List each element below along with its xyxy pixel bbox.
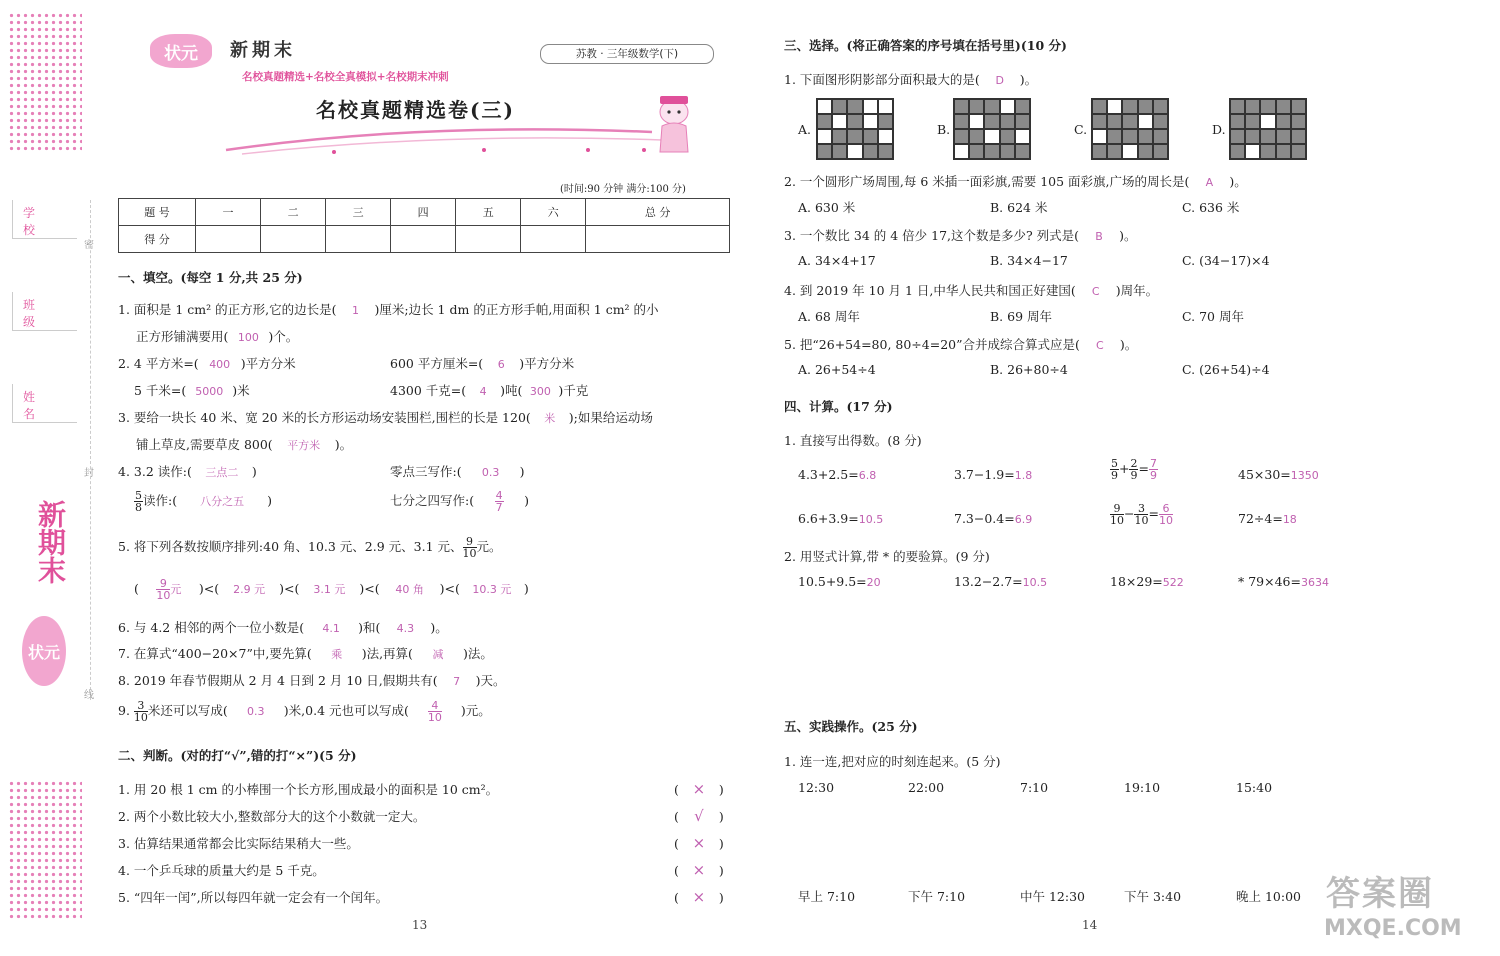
- q1-line1: 1. 面积是 1 cm² 的正方形,它的边长是( 1 )厘米;边长 1 dm 的正方形手帕,用面积 1 cm² 的小: [118, 302, 659, 317]
- answer: 7: [453, 675, 461, 688]
- table-cell: 一: [196, 199, 261, 226]
- q1-line2: 正方形铺满要用( 100 )个。: [136, 329, 299, 344]
- time-bottom[interactable]: 下午 3:40: [1124, 889, 1182, 904]
- answer: 八分之五: [200, 495, 245, 508]
- dot-pattern-bottom: [8, 780, 82, 920]
- grid-figure-b: [953, 98, 1031, 160]
- answer: 0.3: [481, 466, 500, 479]
- table-cell: 题 号: [119, 199, 196, 226]
- score-input[interactable]: [196, 226, 261, 253]
- calc-sub2: 2. 用竖式计算,带 * 的要验算。(9 分): [784, 549, 990, 564]
- brand-name: 新期末: [230, 40, 296, 61]
- score-table: [118, 198, 730, 253]
- judge-answer[interactable]: ( × ): [674, 780, 724, 798]
- answer: 400: [209, 358, 231, 371]
- table-cell: 六: [521, 199, 586, 226]
- page-number-left: 13: [412, 918, 428, 932]
- score-input[interactable]: [586, 226, 730, 253]
- dot-pattern-top: [8, 12, 82, 152]
- calc-item: 6.6+3.9=10.5: [798, 511, 884, 526]
- option[interactable]: A. 34×4+17: [798, 253, 876, 268]
- seal-mark-xian: 线: [84, 690, 94, 701]
- table-cell: 五: [456, 199, 521, 226]
- judge-item: 5. “四年一闰”,所以每四年就一定会有一个闰年。: [118, 890, 389, 905]
- answer: 300: [529, 385, 551, 398]
- grid-label: B.: [937, 122, 951, 137]
- choice-q4: 4. 到 2019 年 10 月 1 日,中华人民共和国正好建国( C )周年。: [784, 283, 1159, 298]
- calc-item: 72÷4=18: [1238, 511, 1297, 526]
- grade-box: 苏教 · 三年级数学(下): [540, 44, 714, 64]
- q4-line1b: 零点三写作:( 0.3 ): [390, 464, 525, 479]
- grid-label: A.: [798, 122, 812, 137]
- q2-line1b: 600 平方厘米=( 6 )平方分米: [390, 356, 575, 371]
- page-number-right: 14: [1082, 918, 1098, 932]
- table-row: [119, 199, 730, 226]
- option[interactable]: C. (34−17)×4: [1182, 253, 1270, 268]
- calc-sub1: 1. 直接写出得数。(8 分): [784, 433, 922, 448]
- score-input[interactable]: [261, 226, 326, 253]
- title-swoosh: [222, 120, 712, 160]
- q3-line1: 3. 要给一块长 40 米、宽 20 米的长方形运动场安装围栏,围栏的长是 120( 米 );如果给运动场: [118, 410, 653, 425]
- table-cell: 二: [261, 199, 326, 226]
- class-field[interactable]: 班 级: [12, 292, 77, 331]
- answer: 4.3: [396, 622, 415, 635]
- answer: 0.3: [247, 705, 265, 718]
- q3-line2: 铺上草皮,需要草皮 800( 平方米 )。: [136, 437, 353, 452]
- answer: 10.3 元: [472, 583, 512, 596]
- judge-answer[interactable]: ( √ ): [674, 807, 724, 825]
- option[interactable]: B. 26+80÷4: [990, 362, 1068, 377]
- answer: D: [995, 74, 1005, 87]
- fraction: $\frac{5}{8}$: [135, 489, 142, 514]
- answer: 米: [544, 412, 556, 425]
- fraction-answer: $\frac{4}{10}$: [427, 699, 442, 724]
- table-cell: 得 分: [119, 226, 196, 253]
- q7-line: 7. 在算式“400−20×7”中,要先算( 乘 )法,再算( 减 )法。: [118, 646, 493, 661]
- judge-answer[interactable]: ( × ): [674, 834, 724, 852]
- fraction-answer: $\frac{7}{9}$: [1149, 457, 1157, 482]
- q4-line1a: 4. 3.2 读作:( 三点二 ): [118, 464, 257, 479]
- answer: 2.9 元: [233, 583, 266, 596]
- q2-line2b: 4300 千克=( 4 )吨( 300 )千克: [390, 383, 589, 398]
- score-input[interactable]: [456, 226, 521, 253]
- option[interactable]: A. 630 米: [798, 200, 856, 215]
- calc-item: 4.3+2.5=6.8: [798, 467, 877, 482]
- table-cell: 三: [326, 199, 391, 226]
- answer: C: [1091, 285, 1100, 298]
- judge-answer[interactable]: ( × ): [674, 861, 724, 879]
- watermark-text: 答案圈: [1326, 874, 1434, 914]
- section1-title: 一、填空。(每空 1 分,共 25 分): [118, 270, 303, 285]
- q9-line: 9. $\frac{3}{10}$ 米还可以写成( 0.3 )米,0.4 元也可以写成( $\frac{4}{10}$ )元。: [118, 699, 491, 724]
- time-top[interactable]: 15:40: [1236, 780, 1273, 795]
- vertical-calc-item: * 79×46=3634: [1238, 574, 1329, 589]
- name-field[interactable]: 姓 名: [12, 384, 77, 423]
- score-input[interactable]: [521, 226, 586, 253]
- school-field[interactable]: 学 校: [12, 200, 77, 239]
- q8-line: 8. 2019 年春节假期从 2 月 4 日到 2 月 10 日,假期共有( 7 )天。: [118, 673, 506, 688]
- option[interactable]: A. 26+54÷4: [798, 362, 876, 377]
- choice-q3: 3. 一个数比 34 的 4 倍少 17,这个数是多少? 列式是( B )。: [784, 228, 1137, 243]
- answer: 三点二: [205, 466, 239, 479]
- answer: 减: [432, 648, 444, 661]
- time-info: (时间:90 分钟 满分:100 分): [560, 184, 686, 195]
- vertical-brand: 新期末: [34, 500, 67, 584]
- time-top[interactable]: 22:00: [908, 780, 945, 795]
- table-cell: 四: [391, 199, 456, 226]
- watermark-url: MXQE.COM: [1324, 916, 1462, 941]
- section4-title: 四、计算。(17 分): [784, 399, 893, 414]
- section3-title: 三、选择。(将正确答案的序号填在括号里)(10 分): [784, 38, 1067, 53]
- answer: 6: [497, 358, 505, 371]
- choice-q5: 5. 把“26+54=80, 80÷4=20”合并成综合算式应是( C )。: [784, 337, 1138, 352]
- time-bottom[interactable]: 下午 7:10: [908, 889, 966, 904]
- answer: 平方米: [287, 439, 321, 452]
- fraction: $\frac{3}{10}$: [133, 699, 148, 724]
- option[interactable]: A. 68 周年: [798, 309, 860, 324]
- seal-logo: 状元: [22, 616, 66, 686]
- page-title: 名校真题精选卷(三): [316, 98, 515, 122]
- seal-mark-mi: 密: [84, 240, 94, 251]
- choice-q2: 2. 一个圆形广场周围,每 6 米插一面彩旗,需要 105 面彩旗,广场的周长是( A )。: [784, 174, 1247, 189]
- option[interactable]: B. 624 米: [990, 200, 1048, 215]
- choice-q1: 1. 下面图形阴影部分面积最大的是( D )。: [784, 72, 1038, 87]
- practice-sub1: 1. 连一连,把对应的时刻连起来。(5 分): [784, 754, 1001, 769]
- score-input[interactable]: [391, 226, 456, 253]
- grid-label: D.: [1212, 122, 1226, 137]
- q4-line2b: 七分之四写作:( $\frac{4}{7}$ ): [390, 489, 529, 514]
- calc-item: 3.7−1.9=1.8: [954, 467, 1033, 482]
- answer: 40 角: [395, 583, 424, 596]
- grid-label: C.: [1074, 122, 1088, 137]
- time-top[interactable]: 7:10: [1020, 780, 1049, 795]
- calc-fraction-item: $\frac{9}{10}$ − $\frac{3}{10}$ = $\frac{6}{10}$: [1110, 502, 1173, 527]
- answer: 乘: [331, 648, 343, 661]
- score-input[interactable]: [326, 226, 391, 253]
- option[interactable]: C. 636 米: [1182, 200, 1240, 215]
- calc-fraction-item: $\frac{5}{9}$ + $\frac{2}{9}$ = $\frac{7}{9}$: [1111, 457, 1157, 482]
- judge-item: 3. 估算结果通常都会比实际结果稍大一些。: [118, 836, 359, 851]
- grid-figure-a: [816, 98, 894, 160]
- section2-title: 二、判断。(对的打“√”,错的打“×”)(5 分): [118, 748, 357, 763]
- option[interactable]: B. 34×4−17: [990, 253, 1068, 268]
- q5-line: 5. 将下列各数按顺序排列:40 角、10.3 元、2.9 元、3.1 元、 $\frac{9}{10}$ 元。: [118, 535, 502, 560]
- judge-item: 4. 一个乒乓球的质量大约是 5 千克。: [118, 863, 325, 878]
- option[interactable]: C. (26+54)÷4: [1182, 362, 1270, 377]
- answer: A: [1205, 176, 1214, 189]
- answer: 4: [479, 385, 487, 398]
- vertical-calc-item: 13.2−2.7=10.5: [954, 574, 1048, 589]
- brand-logo: 状元: [150, 34, 212, 68]
- fraction: $\frac{9}{10}$: [462, 535, 477, 560]
- answer: 1: [352, 304, 359, 317]
- answer: B: [1095, 230, 1103, 243]
- fraction-answer: $\frac{6}{10}$: [1158, 502, 1173, 527]
- table-row: [119, 226, 730, 253]
- fraction-answer: $\frac{9}{10}$: [156, 577, 171, 602]
- option[interactable]: B. 69 周年: [990, 309, 1053, 324]
- time-bottom[interactable]: 晚上 10:00: [1236, 889, 1301, 904]
- q4-line2a: $\frac{5}{8}$ 读作:( 八分之五 ): [135, 489, 272, 514]
- section5-title: 五、实践操作。(25 分): [784, 719, 918, 734]
- time-top[interactable]: 12:30: [798, 780, 835, 795]
- answer: C: [1096, 339, 1104, 352]
- answer: 3.1 元: [313, 583, 346, 596]
- time-bottom[interactable]: 早上 7:10: [798, 889, 856, 904]
- vertical-calc-item: 10.5+9.5=20: [798, 574, 881, 589]
- calc-item: 7.3−0.4=6.9: [954, 511, 1033, 526]
- slogan: 名校真题精选+名校全真模拟+名校期末冲刺: [242, 71, 449, 83]
- grid-figure-d: [1229, 98, 1307, 160]
- q2-line1a: 2. 4 平方米=( 400 )平方分米: [118, 356, 296, 371]
- scholar-mascot-icon: [648, 92, 704, 160]
- fraction-answer: $\frac{4}{7}$: [495, 489, 503, 514]
- q2-line2a: 5 千米=( 5000 )米: [134, 383, 250, 398]
- time-bottom[interactable]: 中午 12:30: [1020, 889, 1085, 904]
- time-top[interactable]: 19:10: [1124, 780, 1161, 795]
- table-cell: 总 分: [586, 199, 730, 226]
- option[interactable]: C. 70 周年: [1182, 309, 1244, 324]
- q5-order: ( $\frac{9}{10}$ 元 )<( 2.9 元 )<( 3.1 元 )<( 40 角 )<( 10.3 元 ): [134, 577, 529, 602]
- q6-line: 6. 与 4.2 相邻的两个一位小数是( 4.1 )和( 4.3 )。: [118, 620, 448, 635]
- seal-mark-feng: 封: [84, 468, 94, 479]
- answer: 100: [237, 331, 259, 344]
- judge-answer[interactable]: ( × ): [674, 888, 724, 906]
- answer: 4.1: [322, 622, 340, 635]
- seal-line: [90, 200, 91, 700]
- answer: 5000: [195, 385, 224, 398]
- vertical-calc-item: 18×29=522: [1110, 574, 1184, 589]
- grid-figure-c: [1091, 98, 1169, 160]
- judge-item: 2. 两个小数比较大小,整数部分大的这个小数就一定大。: [118, 809, 426, 824]
- judge-item: 1. 用 20 根 1 cm 的小棒围一个长方形,围成最小的面积是 10 cm²。: [118, 782, 499, 797]
- calc-item: 45×30=1350: [1238, 467, 1319, 482]
